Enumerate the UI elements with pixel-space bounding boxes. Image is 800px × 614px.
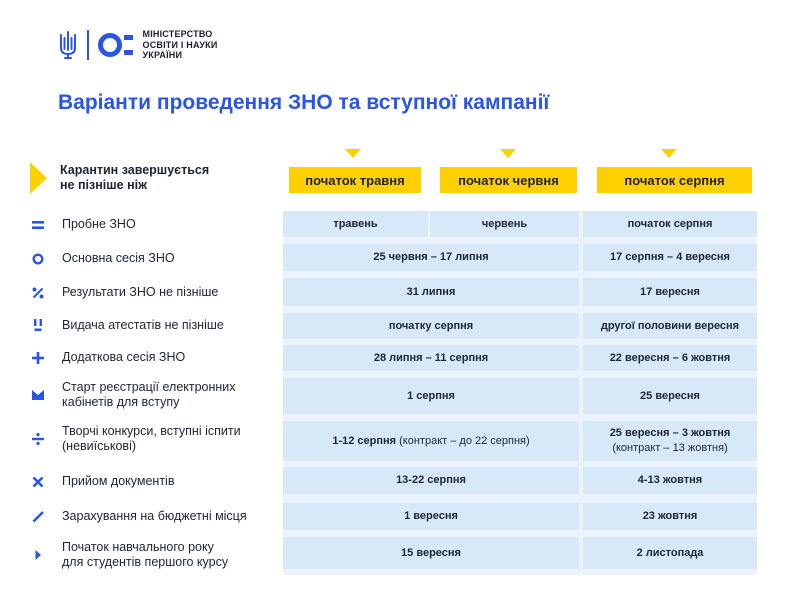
table-cell: 17 вересня <box>583 278 757 306</box>
times-icon <box>32 475 44 489</box>
row-label <box>32 380 236 410</box>
ministry-line: ОСВІТИ І НАУКИ <box>142 39 218 50</box>
cell-note: (контракт – 13 жовтня) <box>612 442 728 454</box>
cell-value: 25 вересня – 3 жовтня <box>609 427 731 439</box>
quarantine-line: Карантин завершується <box>60 163 210 177</box>
table-cell: 1 серпня <box>283 378 579 414</box>
scenario-header: початок червня <box>440 167 577 193</box>
table-cell: 17 серпня – 4 вересня <box>583 244 757 271</box>
row-label-text: Старт реєстрації електронних <box>62 380 236 394</box>
table-cell: 2 листопада <box>583 537 757 569</box>
row-label <box>32 474 174 489</box>
logo-divider <box>87 30 89 60</box>
row-label <box>32 540 228 570</box>
ministry-name <box>143 29 218 61</box>
row-label <box>32 251 175 266</box>
equals-icon <box>32 218 44 232</box>
row-label-text: Прийом документів <box>62 474 175 488</box>
ministry-logo <box>58 28 218 62</box>
row-label-text: Основна сесія ЗНО <box>62 251 175 265</box>
percent-icon <box>32 286 44 300</box>
slash-icon <box>32 510 44 524</box>
table-cell: другої половини вересня <box>583 313 757 339</box>
ministry-line: УКРАЇНИ <box>142 50 183 61</box>
table-cell: 13-22 серпня <box>283 467 579 494</box>
row-label-text: Початок навчального року <box>62 540 214 554</box>
arrow-down-icon <box>500 149 516 158</box>
table-cell: початку серпня <box>283 313 579 339</box>
row-label <box>32 318 224 333</box>
table-cell: 31 липня <box>283 278 579 306</box>
row-label <box>32 509 247 524</box>
exclamation-double-icon <box>32 319 44 333</box>
row-label-text: Творчі конкурси, вступні іспити <box>62 424 241 438</box>
divide-icon <box>32 432 44 446</box>
page-title: Варіанти проведення ЗНО та вступної кампанії <box>58 91 550 114</box>
table-cell: травень <box>283 211 428 237</box>
cell-note: (контракт – до 22 серпня) <box>399 434 530 447</box>
row-label-text: Пробне ЗНО <box>62 217 136 231</box>
table-cell <box>283 421 579 461</box>
row-label <box>32 285 218 300</box>
table-cell: 23 жовтня <box>583 503 757 530</box>
row-label-text: Результати ЗНО не пізніше <box>62 285 219 299</box>
quarantine-label <box>30 162 209 194</box>
row-label-text: Додаткова сесія ЗНО <box>62 350 186 364</box>
mon-logo-icon <box>98 30 134 60</box>
table-cell: 25 вересня <box>583 378 757 414</box>
triangle-icon <box>30 162 47 194</box>
row-label-text: (невиїськові) <box>62 439 137 453</box>
table-cell: 15 вересня <box>283 537 579 569</box>
cell-value: 1-12 серпня <box>332 434 397 447</box>
chevron-right-icon <box>32 548 44 562</box>
row-label <box>32 424 241 454</box>
table-cell: 1 вересня <box>283 503 579 530</box>
circle-icon <box>32 252 44 266</box>
quarantine-line: не пізніше ніж <box>60 178 147 192</box>
table-cell: 25 червня – 17 липня <box>283 244 579 271</box>
row-label-text: кабінетів для вступу <box>62 395 180 409</box>
table-cell <box>583 421 757 461</box>
trident-icon <box>58 30 78 60</box>
row-label-text: Зарахування на бюджетні місця <box>62 509 247 523</box>
ministry-line: МІНІСТЕРСТВО <box>142 29 213 40</box>
table-cell: 28 липня – 11 серпня <box>283 345 579 371</box>
arrow-down-icon <box>661 149 677 158</box>
row-label-text: для студентів першого курсу <box>62 555 229 569</box>
table-cell: початок серпня <box>583 211 757 237</box>
scenario-header: початок травня <box>289 167 421 193</box>
table-cell: червень <box>430 211 579 237</box>
envelope-icon <box>32 388 44 402</box>
table-cell: 4-13 жовтня <box>583 467 757 494</box>
scenario-header: початок серпня <box>597 167 752 193</box>
row-label <box>32 350 185 365</box>
row-label <box>32 217 136 232</box>
table-cell: 22 вересня – 6 жовтня <box>583 345 757 371</box>
row-label-text: Видача атестатів не пізніше <box>62 318 224 332</box>
plus-icon <box>32 351 44 365</box>
arrow-down-icon <box>345 149 361 158</box>
